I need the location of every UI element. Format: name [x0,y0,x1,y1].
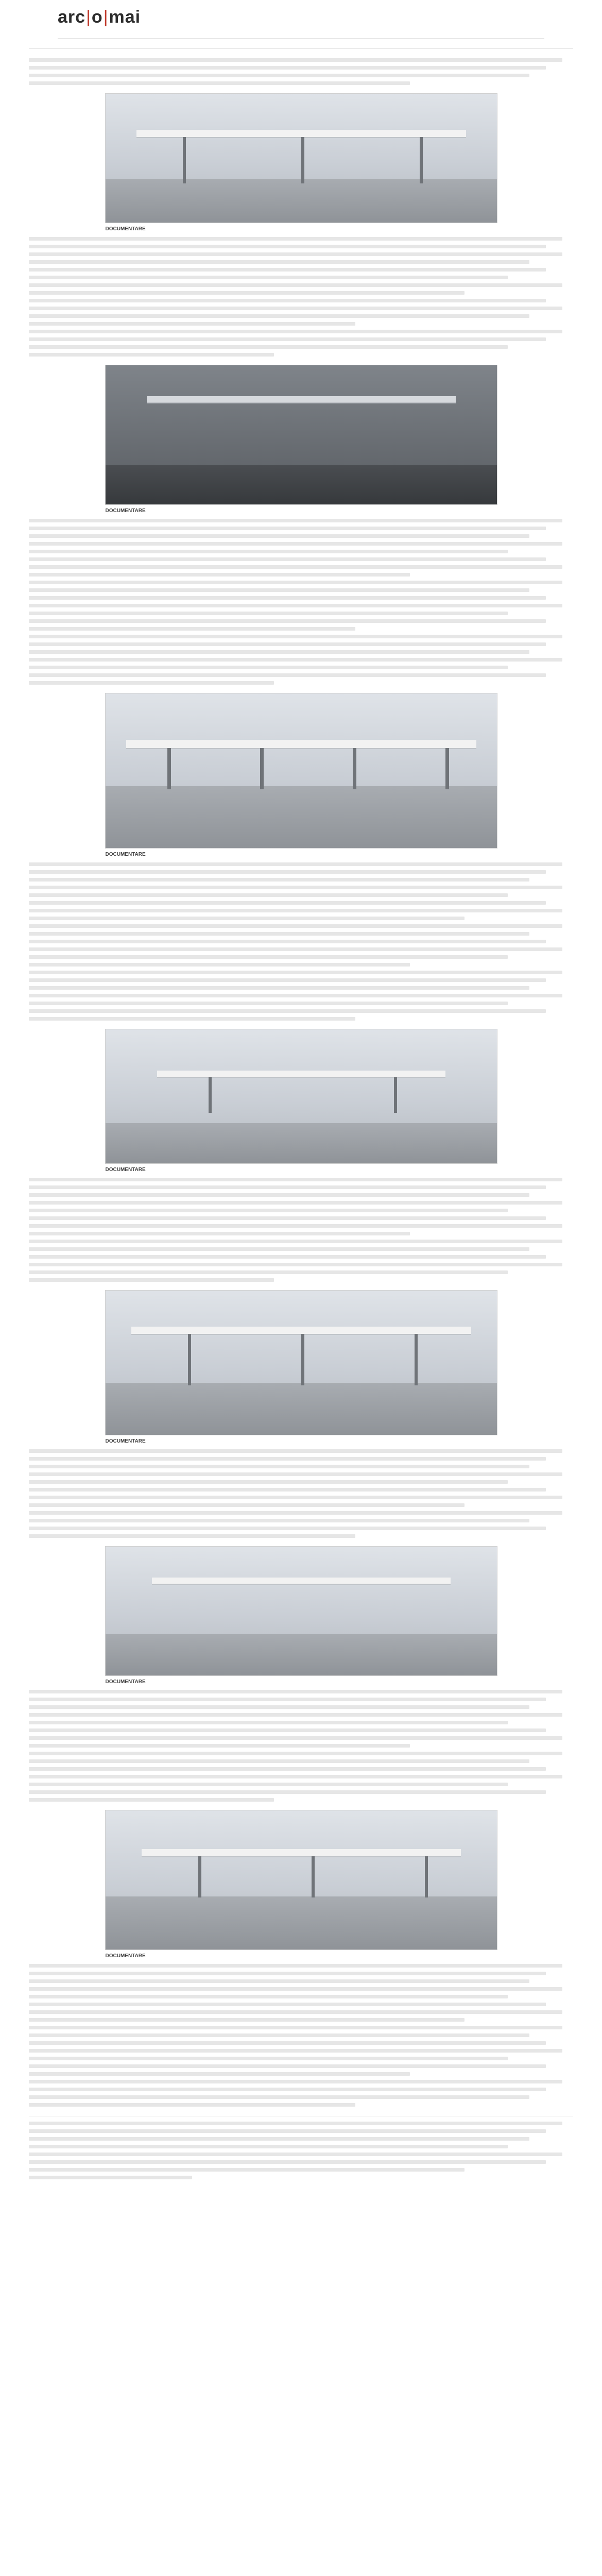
photo-caption [106,852,497,857]
article-photo [105,693,497,849]
photo-caption [106,1167,497,1173]
photo-caption [106,1438,497,1444]
photo-caption [106,508,497,514]
article-body-block [29,237,573,357]
article-body-block [29,1178,573,1282]
caption-tag: DOCUMENTARE [105,1167,146,1173]
logo-text-right: mai [109,7,141,27]
photo-caption [106,1953,497,1959]
article-body-block [29,1449,573,1538]
article-photo [105,1290,497,1435]
masthead [29,0,573,41]
caption-tag: DOCUMENTARE [105,508,146,514]
article-meta [29,48,573,53]
article-body-block [29,58,573,85]
article-photo [105,1029,497,1164]
article-photo [105,93,497,223]
article-body-block [29,1964,573,2107]
article-body-block [29,862,573,1021]
logo-text-left: arc [58,7,86,27]
header-divider [58,38,544,39]
article-body-block [29,519,573,685]
caption-tag: DOCUMENTARE [105,852,146,857]
site-logo[interactable] [58,7,141,27]
caption-tag: DOCUMENTARE [105,226,146,232]
caption-tag: DOCUMENTARE [105,1438,146,1444]
photo-caption [106,226,497,232]
caption-tag: DOCUMENTARE [105,1953,146,1959]
author-bio-block [29,2122,573,2179]
logo-text-mid: o [91,7,103,27]
article-body-block [29,1690,573,1802]
caption-tag: DOCUMENTARE [105,1679,146,1685]
photo-caption [106,1679,497,1685]
logo-separator: | [86,7,91,27]
article-photo [105,1546,497,1676]
article-photo [105,1810,497,1950]
logo-separator: | [103,7,109,27]
article-photo [105,365,497,505]
